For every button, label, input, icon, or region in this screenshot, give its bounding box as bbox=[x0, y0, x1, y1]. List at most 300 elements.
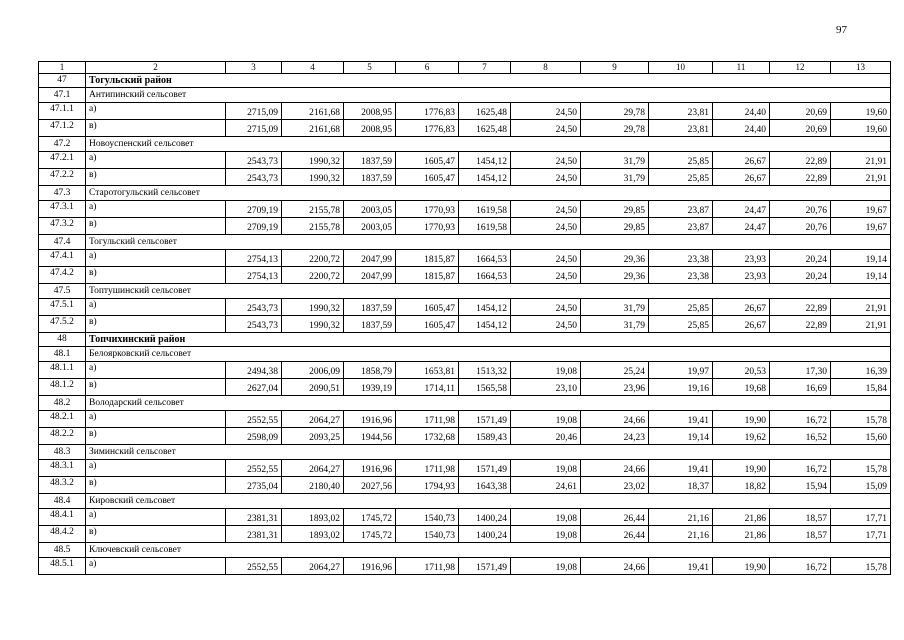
value-cell: 19,90 bbox=[713, 558, 770, 575]
column-header: 12 bbox=[770, 62, 831, 74]
row-code: 47.1.1 bbox=[39, 103, 86, 120]
row-kind: в) bbox=[86, 477, 226, 494]
table-row bbox=[39, 526, 891, 543]
value-cell: 1664,53 bbox=[459, 267, 511, 284]
table-row bbox=[39, 362, 891, 379]
column-header: 8 bbox=[511, 62, 581, 74]
council-row bbox=[39, 543, 891, 558]
value-cell: 2161,68 bbox=[282, 120, 344, 137]
value-cell: 1643,38 bbox=[459, 477, 511, 494]
value-cell: 20,53 bbox=[713, 362, 770, 379]
value-cell: 24,40 bbox=[713, 120, 770, 137]
value-cell: 2735,04 bbox=[226, 477, 282, 494]
column-header: 3 bbox=[226, 62, 282, 74]
value-cell: 2552,55 bbox=[226, 460, 282, 477]
value-cell: 2552,55 bbox=[226, 411, 282, 428]
value-cell: 1454,12 bbox=[459, 299, 511, 316]
council-row bbox=[39, 284, 891, 299]
value-cell: 25,85 bbox=[649, 169, 713, 186]
value-cell: 20,46 bbox=[511, 428, 581, 445]
row-kind: а) bbox=[86, 411, 226, 428]
value-cell: 16,72 bbox=[770, 460, 831, 477]
row-kind: в) bbox=[86, 526, 226, 543]
value-cell: 2155,78 bbox=[282, 218, 344, 235]
value-cell: 1605,47 bbox=[396, 316, 459, 333]
row-kind: в) bbox=[86, 267, 226, 284]
value-cell: 1625,48 bbox=[459, 103, 511, 120]
row-code: 48.4.2 bbox=[39, 526, 86, 543]
row-code: 48 bbox=[39, 333, 86, 347]
row-kind: в) bbox=[86, 120, 226, 137]
column-header: 4 bbox=[282, 62, 344, 74]
value-cell: 24,50 bbox=[511, 218, 581, 235]
value-cell: 19,14 bbox=[831, 267, 891, 284]
value-cell: 1770,93 bbox=[396, 201, 459, 218]
value-cell: 17,30 bbox=[770, 362, 831, 379]
value-cell: 1732,68 bbox=[396, 428, 459, 445]
row-code: 47.5.1 bbox=[39, 299, 86, 316]
column-header: 13 bbox=[831, 62, 891, 74]
value-cell: 1837,59 bbox=[344, 169, 396, 186]
row-kind: а) bbox=[86, 460, 226, 477]
value-cell: 2709,19 bbox=[226, 201, 282, 218]
value-cell: 22,89 bbox=[770, 299, 831, 316]
value-cell: 29,85 bbox=[581, 218, 649, 235]
value-cell: 2003,05 bbox=[344, 201, 396, 218]
value-cell: 18,82 bbox=[713, 477, 770, 494]
value-cell: 22,89 bbox=[770, 316, 831, 333]
value-cell: 1939,19 bbox=[344, 379, 396, 396]
row-code: 48.3.1 bbox=[39, 460, 86, 477]
value-cell: 1605,47 bbox=[396, 299, 459, 316]
row-code: 47.4.1 bbox=[39, 250, 86, 267]
value-cell: 29,78 bbox=[581, 120, 649, 137]
value-cell: 24,47 bbox=[713, 218, 770, 235]
value-cell: 2047,99 bbox=[344, 267, 396, 284]
value-cell: 23,87 bbox=[649, 201, 713, 218]
district-row bbox=[39, 333, 891, 347]
table-row bbox=[39, 558, 891, 575]
row-code: 48.4 bbox=[39, 494, 86, 509]
value-cell: 24,23 bbox=[581, 428, 649, 445]
value-cell: 19,67 bbox=[831, 218, 891, 235]
value-cell: 1619,58 bbox=[459, 201, 511, 218]
council-row bbox=[39, 494, 891, 509]
value-cell: 21,16 bbox=[649, 509, 713, 526]
value-cell: 20,24 bbox=[770, 250, 831, 267]
value-cell: 24,50 bbox=[511, 120, 581, 137]
value-cell: 1540,73 bbox=[396, 526, 459, 543]
value-cell: 2381,31 bbox=[226, 526, 282, 543]
table-row bbox=[39, 267, 891, 284]
value-cell: 19,14 bbox=[649, 428, 713, 445]
value-cell: 25,85 bbox=[649, 316, 713, 333]
value-cell: 21,91 bbox=[831, 152, 891, 169]
value-cell: 19,41 bbox=[649, 460, 713, 477]
value-cell: 15,78 bbox=[831, 460, 891, 477]
council-row bbox=[39, 88, 891, 103]
value-cell: 21,91 bbox=[831, 169, 891, 186]
value-cell: 19,60 bbox=[831, 103, 891, 120]
value-cell: 24,50 bbox=[511, 299, 581, 316]
value-cell: 26,67 bbox=[713, 169, 770, 186]
value-cell: 23,38 bbox=[649, 250, 713, 267]
table-body bbox=[39, 62, 891, 575]
value-cell: 18,57 bbox=[770, 509, 831, 526]
council-row bbox=[39, 396, 891, 411]
value-cell: 25,85 bbox=[649, 299, 713, 316]
value-cell: 22,89 bbox=[770, 152, 831, 169]
value-cell: 2543,73 bbox=[226, 299, 282, 316]
table-row bbox=[39, 169, 891, 186]
row-kind: в) bbox=[86, 316, 226, 333]
value-cell: 2543,73 bbox=[226, 152, 282, 169]
value-cell: 24,50 bbox=[511, 316, 581, 333]
value-cell: 1916,96 bbox=[344, 411, 396, 428]
column-header-row bbox=[39, 62, 891, 74]
value-cell: 15,78 bbox=[831, 411, 891, 428]
value-cell: 1605,47 bbox=[396, 169, 459, 186]
row-code: 48.2 bbox=[39, 396, 86, 411]
council-name: Новоуспенский сельсовет bbox=[86, 137, 891, 152]
council-name: Зиминский сельсовет bbox=[86, 445, 891, 460]
value-cell: 19,67 bbox=[831, 201, 891, 218]
value-cell: 1776,83 bbox=[396, 103, 459, 120]
value-cell: 2161,68 bbox=[282, 103, 344, 120]
council-name: Белоярковский сельсовет bbox=[86, 347, 891, 362]
value-cell: 16,39 bbox=[831, 362, 891, 379]
value-cell: 2754,13 bbox=[226, 267, 282, 284]
value-cell: 19,08 bbox=[511, 509, 581, 526]
value-cell: 1454,12 bbox=[459, 316, 511, 333]
value-cell: 19,08 bbox=[511, 460, 581, 477]
value-cell: 17,71 bbox=[831, 509, 891, 526]
tariff-table bbox=[38, 61, 891, 575]
value-cell: 2006,09 bbox=[282, 362, 344, 379]
value-cell: 2754,13 bbox=[226, 250, 282, 267]
value-cell: 2064,27 bbox=[282, 460, 344, 477]
council-row bbox=[39, 137, 891, 152]
row-code: 47.1.2 bbox=[39, 120, 86, 137]
value-cell: 1893,02 bbox=[282, 526, 344, 543]
row-code: 47.2 bbox=[39, 137, 86, 152]
value-cell: 1571,49 bbox=[459, 558, 511, 575]
value-cell: 1858,79 bbox=[344, 362, 396, 379]
value-cell: 1990,32 bbox=[282, 299, 344, 316]
row-code: 47.2.1 bbox=[39, 152, 86, 169]
value-cell: 24,50 bbox=[511, 267, 581, 284]
value-cell: 1714,11 bbox=[396, 379, 459, 396]
value-cell: 19,08 bbox=[511, 526, 581, 543]
value-cell: 1776,83 bbox=[396, 120, 459, 137]
value-cell: 23,81 bbox=[649, 120, 713, 137]
table-row bbox=[39, 477, 891, 494]
value-cell: 26,67 bbox=[713, 316, 770, 333]
value-cell: 1664,53 bbox=[459, 250, 511, 267]
table-row bbox=[39, 201, 891, 218]
row-kind: а) bbox=[86, 362, 226, 379]
row-code: 48.3.2 bbox=[39, 477, 86, 494]
table-row bbox=[39, 509, 891, 526]
value-cell: 24,66 bbox=[581, 558, 649, 575]
value-cell: 1513,32 bbox=[459, 362, 511, 379]
value-cell: 2093,25 bbox=[282, 428, 344, 445]
row-code: 47.4 bbox=[39, 235, 86, 250]
value-cell: 1454,12 bbox=[459, 169, 511, 186]
value-cell: 19,60 bbox=[831, 120, 891, 137]
value-cell: 20,76 bbox=[770, 218, 831, 235]
value-cell: 19,16 bbox=[649, 379, 713, 396]
value-cell: 29,85 bbox=[581, 201, 649, 218]
value-cell: 18,37 bbox=[649, 477, 713, 494]
table-row bbox=[39, 218, 891, 235]
column-header: 6 bbox=[396, 62, 459, 74]
value-cell: 24,50 bbox=[511, 152, 581, 169]
value-cell: 15,78 bbox=[831, 558, 891, 575]
value-cell: 1605,47 bbox=[396, 152, 459, 169]
table-row bbox=[39, 379, 891, 396]
row-kind: а) bbox=[86, 299, 226, 316]
value-cell: 23,87 bbox=[649, 218, 713, 235]
council-name: Ключевский сельсовет bbox=[86, 543, 891, 558]
value-cell: 1571,49 bbox=[459, 411, 511, 428]
value-cell: 31,79 bbox=[581, 169, 649, 186]
column-header: 11 bbox=[713, 62, 770, 74]
value-cell: 2180,40 bbox=[282, 477, 344, 494]
value-cell: 31,79 bbox=[581, 299, 649, 316]
value-cell: 15,94 bbox=[770, 477, 831, 494]
value-cell: 1745,72 bbox=[344, 526, 396, 543]
table-row bbox=[39, 428, 891, 445]
value-cell: 25,85 bbox=[649, 152, 713, 169]
value-cell: 1711,98 bbox=[396, 558, 459, 575]
value-cell: 24,47 bbox=[713, 201, 770, 218]
value-cell: 15,09 bbox=[831, 477, 891, 494]
row-kind: в) bbox=[86, 379, 226, 396]
value-cell: 19,90 bbox=[713, 460, 770, 477]
value-cell: 23,02 bbox=[581, 477, 649, 494]
row-kind: в) bbox=[86, 218, 226, 235]
value-cell: 2008,95 bbox=[344, 120, 396, 137]
council-name: Володарский сельсовет bbox=[86, 396, 891, 411]
district-name: Топчихинский район bbox=[86, 333, 891, 347]
column-header: 2 bbox=[86, 62, 226, 74]
value-cell: 19,68 bbox=[713, 379, 770, 396]
value-cell: 1711,98 bbox=[396, 411, 459, 428]
row-kind: в) bbox=[86, 169, 226, 186]
value-cell: 20,76 bbox=[770, 201, 831, 218]
value-cell: 2543,73 bbox=[226, 316, 282, 333]
row-code: 47.5.2 bbox=[39, 316, 86, 333]
value-cell: 2381,31 bbox=[226, 509, 282, 526]
value-cell: 19,08 bbox=[511, 362, 581, 379]
value-cell: 1794,93 bbox=[396, 477, 459, 494]
table-row bbox=[39, 152, 891, 169]
value-cell: 19,08 bbox=[511, 558, 581, 575]
council-row bbox=[39, 186, 891, 201]
council-name: Антипинский сельсовет bbox=[86, 88, 891, 103]
value-cell: 26,44 bbox=[581, 526, 649, 543]
value-cell: 16,69 bbox=[770, 379, 831, 396]
value-cell: 26,67 bbox=[713, 299, 770, 316]
value-cell: 1711,98 bbox=[396, 460, 459, 477]
value-cell: 2715,09 bbox=[226, 120, 282, 137]
value-cell: 2008,95 bbox=[344, 103, 396, 120]
value-cell: 2627,04 bbox=[226, 379, 282, 396]
value-cell: 21,91 bbox=[831, 316, 891, 333]
row-code: 48.3 bbox=[39, 445, 86, 460]
value-cell: 1653,81 bbox=[396, 362, 459, 379]
table-row bbox=[39, 299, 891, 316]
column-header: 5 bbox=[344, 62, 396, 74]
row-kind: а) bbox=[86, 201, 226, 218]
value-cell: 2552,55 bbox=[226, 558, 282, 575]
value-cell: 15,84 bbox=[831, 379, 891, 396]
council-name: Старотогульский сельсовет bbox=[86, 186, 891, 201]
value-cell: 19,14 bbox=[831, 250, 891, 267]
value-cell: 1565,58 bbox=[459, 379, 511, 396]
value-cell: 1837,59 bbox=[344, 152, 396, 169]
table-row bbox=[39, 103, 891, 120]
row-code: 48.2.1 bbox=[39, 411, 86, 428]
value-cell: 1770,93 bbox=[396, 218, 459, 235]
row-code: 48.4.1 bbox=[39, 509, 86, 526]
value-cell: 2200,72 bbox=[282, 267, 344, 284]
value-cell: 1540,73 bbox=[396, 509, 459, 526]
row-code: 47.1 bbox=[39, 88, 86, 103]
value-cell: 22,89 bbox=[770, 169, 831, 186]
value-cell: 20,69 bbox=[770, 103, 831, 120]
page-number: 97 bbox=[836, 24, 847, 36]
row-kind: в) bbox=[86, 428, 226, 445]
value-cell: 23,10 bbox=[511, 379, 581, 396]
value-cell: 16,72 bbox=[770, 411, 831, 428]
row-code: 47 bbox=[39, 74, 86, 88]
value-cell: 1589,43 bbox=[459, 428, 511, 445]
value-cell: 15,60 bbox=[831, 428, 891, 445]
value-cell: 24,66 bbox=[581, 411, 649, 428]
value-cell: 1990,32 bbox=[282, 152, 344, 169]
row-code: 47.5 bbox=[39, 284, 86, 299]
row-kind: а) bbox=[86, 509, 226, 526]
value-cell: 1916,96 bbox=[344, 460, 396, 477]
value-cell: 2047,99 bbox=[344, 250, 396, 267]
value-cell: 19,90 bbox=[713, 411, 770, 428]
value-cell: 17,71 bbox=[831, 526, 891, 543]
value-cell: 24,61 bbox=[511, 477, 581, 494]
row-kind: а) bbox=[86, 558, 226, 575]
column-header: 7 bbox=[459, 62, 511, 74]
value-cell: 21,86 bbox=[713, 509, 770, 526]
value-cell: 1916,96 bbox=[344, 558, 396, 575]
value-cell: 24,50 bbox=[511, 169, 581, 186]
value-cell: 23,81 bbox=[649, 103, 713, 120]
value-cell: 2715,09 bbox=[226, 103, 282, 120]
value-cell: 29,78 bbox=[581, 103, 649, 120]
value-cell: 2155,78 bbox=[282, 201, 344, 218]
value-cell: 2598,09 bbox=[226, 428, 282, 445]
district-row bbox=[39, 74, 891, 88]
value-cell: 2027,56 bbox=[344, 477, 396, 494]
value-cell: 1400,24 bbox=[459, 526, 511, 543]
value-cell: 19,08 bbox=[511, 411, 581, 428]
value-cell: 21,91 bbox=[831, 299, 891, 316]
value-cell: 1990,32 bbox=[282, 316, 344, 333]
value-cell: 24,50 bbox=[511, 250, 581, 267]
value-cell: 19,97 bbox=[649, 362, 713, 379]
row-kind: а) bbox=[86, 250, 226, 267]
value-cell: 24,50 bbox=[511, 201, 581, 218]
row-code: 47.3.1 bbox=[39, 201, 86, 218]
table-row bbox=[39, 120, 891, 137]
value-cell: 1893,02 bbox=[282, 509, 344, 526]
row-kind: а) bbox=[86, 103, 226, 120]
value-cell: 2494,38 bbox=[226, 362, 282, 379]
value-cell: 23,96 bbox=[581, 379, 649, 396]
value-cell: 18,57 bbox=[770, 526, 831, 543]
council-name: Топтушинский сельсовет bbox=[86, 284, 891, 299]
council-row bbox=[39, 347, 891, 362]
value-cell: 16,52 bbox=[770, 428, 831, 445]
value-cell: 1745,72 bbox=[344, 509, 396, 526]
value-cell: 24,50 bbox=[511, 103, 581, 120]
value-cell: 1400,24 bbox=[459, 509, 511, 526]
value-cell: 23,93 bbox=[713, 250, 770, 267]
value-cell: 2200,72 bbox=[282, 250, 344, 267]
row-code: 48.5 bbox=[39, 543, 86, 558]
value-cell: 19,41 bbox=[649, 411, 713, 428]
value-cell: 2543,73 bbox=[226, 169, 282, 186]
value-cell: 31,79 bbox=[581, 316, 649, 333]
row-code: 48.1.1 bbox=[39, 362, 86, 379]
value-cell: 1837,59 bbox=[344, 316, 396, 333]
value-cell: 20,69 bbox=[770, 120, 831, 137]
value-cell: 26,67 bbox=[713, 152, 770, 169]
council-row bbox=[39, 235, 891, 250]
value-cell: 19,62 bbox=[713, 428, 770, 445]
column-header: 9 bbox=[581, 62, 649, 74]
row-code: 48.5.1 bbox=[39, 558, 86, 575]
value-cell: 19,41 bbox=[649, 558, 713, 575]
value-cell: 1944,56 bbox=[344, 428, 396, 445]
value-cell: 1619,58 bbox=[459, 218, 511, 235]
value-cell: 16,72 bbox=[770, 558, 831, 575]
column-header: 1 bbox=[39, 62, 86, 74]
value-cell: 1815,87 bbox=[396, 267, 459, 284]
row-code: 48.1.2 bbox=[39, 379, 86, 396]
row-code: 47.3 bbox=[39, 186, 86, 201]
value-cell: 23,38 bbox=[649, 267, 713, 284]
value-cell: 2003,05 bbox=[344, 218, 396, 235]
row-code: 47.3.2 bbox=[39, 218, 86, 235]
council-name: Тогульский сельсовет bbox=[86, 235, 891, 250]
value-cell: 29,36 bbox=[581, 250, 649, 267]
row-kind: а) bbox=[86, 152, 226, 169]
value-cell: 25,24 bbox=[581, 362, 649, 379]
row-code: 47.4.2 bbox=[39, 267, 86, 284]
value-cell: 23,93 bbox=[713, 267, 770, 284]
value-cell: 2064,27 bbox=[282, 411, 344, 428]
value-cell: 20,24 bbox=[770, 267, 831, 284]
value-cell: 31,79 bbox=[581, 152, 649, 169]
value-cell: 2709,19 bbox=[226, 218, 282, 235]
row-code: 48.1 bbox=[39, 347, 86, 362]
value-cell: 1837,59 bbox=[344, 299, 396, 316]
value-cell: 1454,12 bbox=[459, 152, 511, 169]
table-row bbox=[39, 250, 891, 267]
value-cell: 1571,49 bbox=[459, 460, 511, 477]
table-row bbox=[39, 316, 891, 333]
